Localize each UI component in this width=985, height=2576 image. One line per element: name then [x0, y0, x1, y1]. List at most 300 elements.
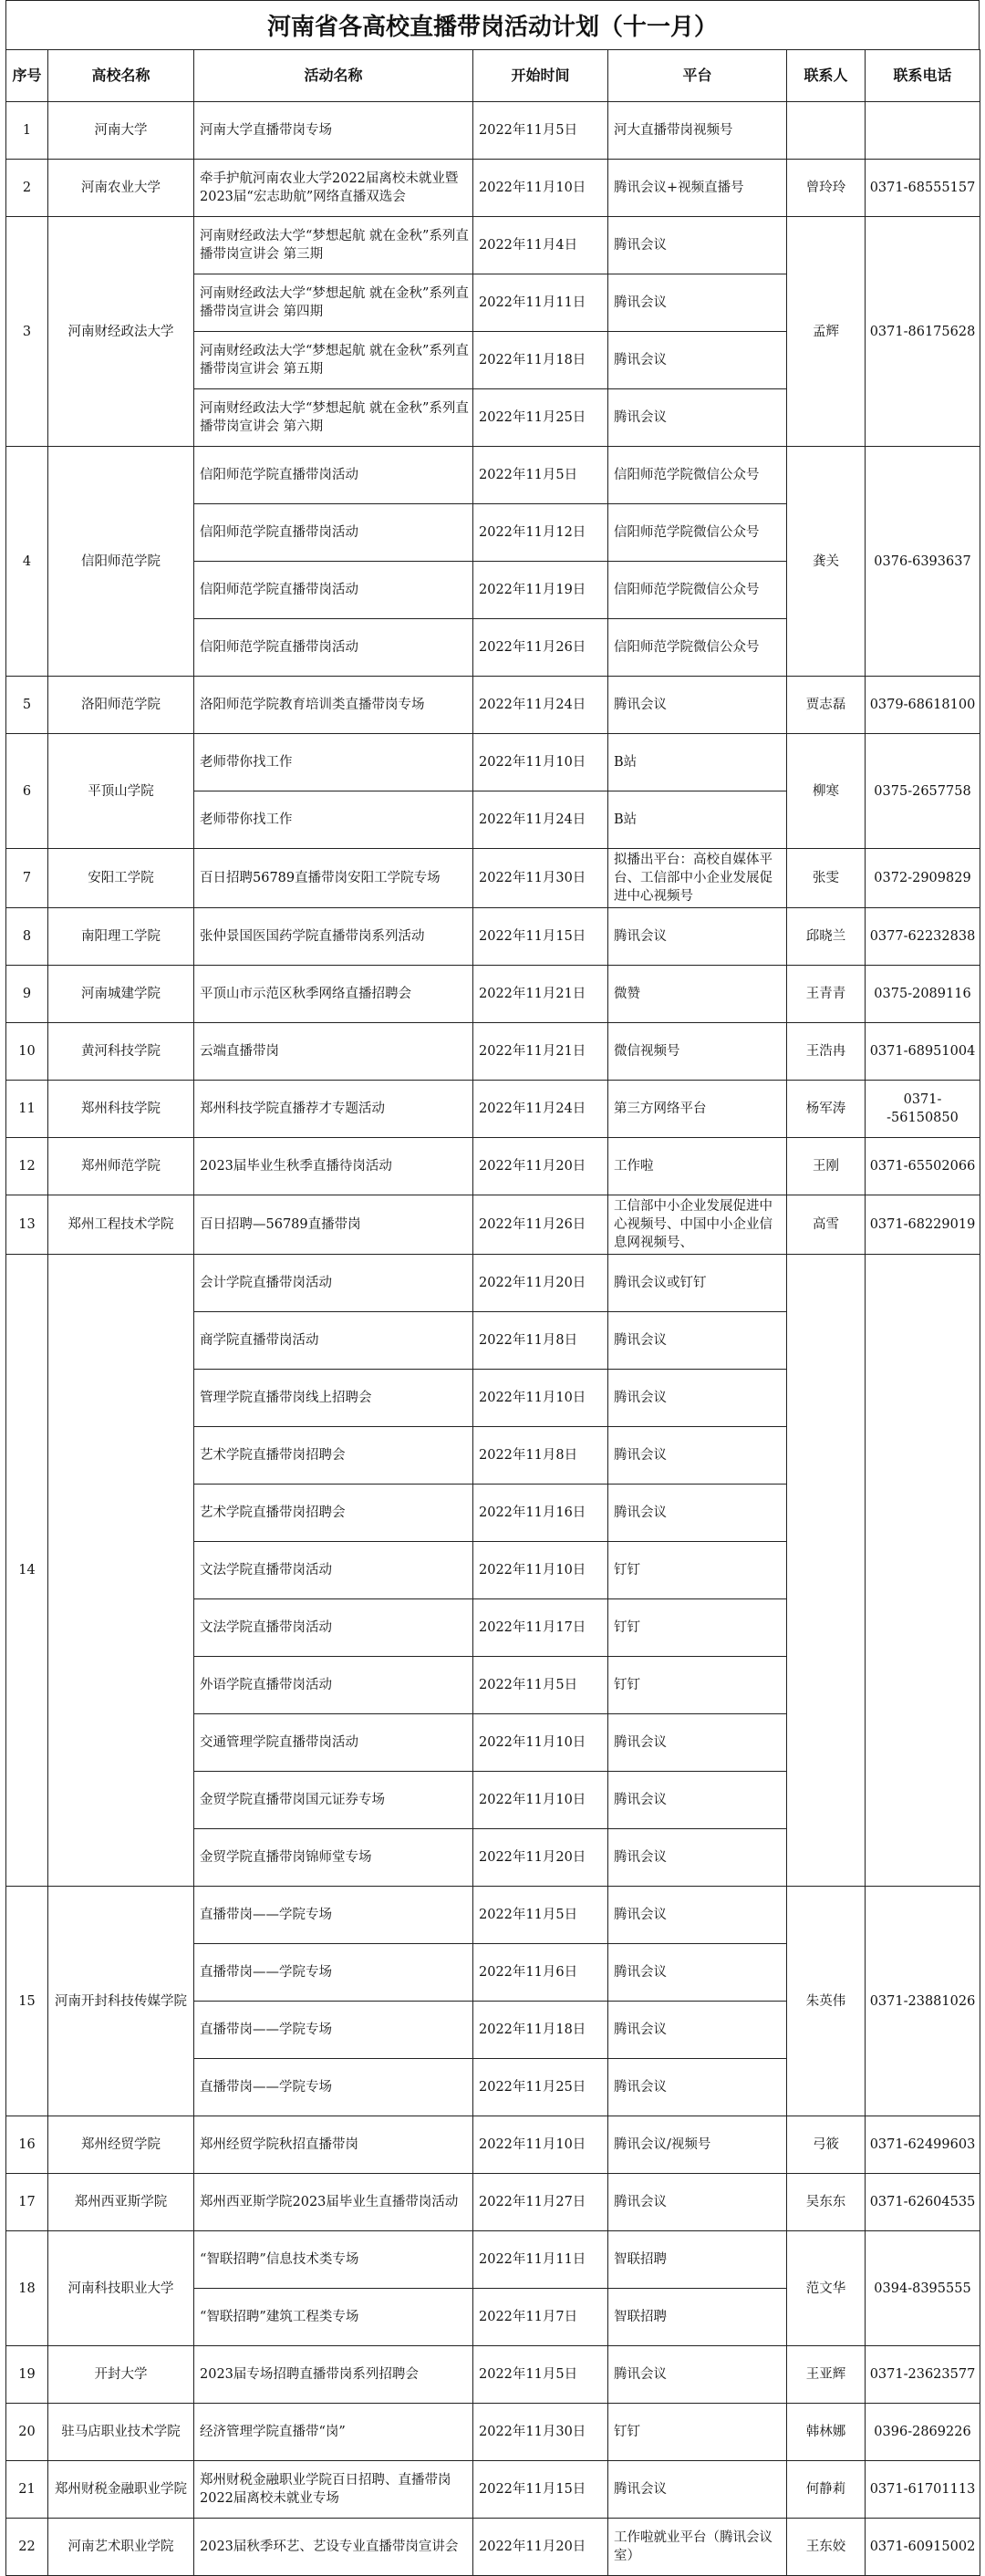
event-name-text: 文法学院直播带岗活动 — [200, 1563, 332, 1578]
start-date — [473, 274, 608, 332]
school-name — [48, 2461, 194, 2519]
table-row — [6, 2346, 980, 2404]
event-name — [194, 2404, 473, 2461]
contact-phone-text: 0396-2869226 — [874, 2425, 971, 2439]
contact-phone-text: 0371-62499603 — [869, 2137, 976, 2152]
contact-phone-text: 0371-62604535 — [869, 2195, 976, 2209]
school-name-text: 河南城建学院 — [81, 987, 161, 1001]
contact-phone-text: 0371-61701113 — [869, 2482, 976, 2497]
platform-text: 智联招聘 — [614, 2310, 667, 2324]
school-name-text: 郑州科技学院 — [81, 1102, 161, 1116]
event-name — [194, 1427, 473, 1485]
start-date — [473, 1427, 608, 1485]
platform — [608, 274, 787, 332]
platform — [608, 1081, 787, 1138]
platform — [608, 1657, 787, 1714]
start-date — [473, 1370, 608, 1427]
contact-person — [787, 160, 866, 217]
start-date-text: 2022年11月16日 — [479, 1505, 586, 1520]
table-row — [6, 966, 980, 1023]
event-name-text: 郑州财税金融职业学院百日招聘、直播带岗2022届离校未就业专场 — [200, 2473, 451, 2506]
platform-text: 信阳师范学院微信公众号 — [614, 640, 760, 655]
contact-person-text: 王亚辉 — [805, 2367, 846, 2382]
contact-phone — [866, 1887, 980, 2116]
platform-text: 腾讯会议 — [614, 2080, 667, 2095]
row-number-text: 22 — [18, 2540, 36, 2554]
row-number — [6, 1138, 48, 1195]
platform-text: 腾讯会议 — [614, 1735, 667, 1750]
contact-phone-text: 0371-68951004 — [869, 1044, 976, 1059]
platform-text: 腾讯会议 — [614, 410, 667, 425]
contact-phone — [866, 2461, 980, 2519]
contact-person — [787, 1023, 866, 1081]
event-name-text: 老师带你找工作 — [200, 755, 293, 770]
start-date — [473, 2519, 608, 2576]
row-number — [6, 1887, 48, 2116]
platform-text: 智联招聘 — [614, 2252, 667, 2267]
row-number — [6, 2116, 48, 2174]
event-name — [194, 2059, 473, 2116]
contact-person — [787, 908, 866, 966]
school-name-text: 郑州师范学院 — [81, 1159, 161, 1174]
platform-text: 微赞 — [614, 987, 640, 1001]
row-number — [6, 2231, 48, 2346]
row-number-text: 18 — [18, 2281, 36, 2296]
page-title: 河南省各高校直播带岗活动计划（十一月） — [5, 0, 980, 49]
header-cell: 活动名称 — [194, 50, 473, 102]
platform — [608, 966, 787, 1023]
school-name-text: 郑州经贸学院 — [81, 2137, 161, 2152]
header-cell: 联系人 — [787, 50, 866, 102]
start-date-text: 2022年11月10日 — [479, 1563, 586, 1578]
platform-text: 拟播出平台：高校自媒体平台、工信部中小企业发展促进中心视频号 — [614, 853, 772, 904]
event-name — [194, 1195, 473, 1255]
platform-text: B站 — [614, 755, 638, 770]
contact-phone — [866, 217, 980, 447]
table-row — [6, 160, 980, 217]
platform-text: 腾讯会议 — [614, 929, 667, 944]
event-name-text: 信阳师范学院直播带岗活动 — [200, 525, 358, 540]
event-name — [194, 562, 473, 619]
event-name-text: 会计学院直播带岗活动 — [200, 1276, 332, 1290]
contact-person-text: 高雪 — [813, 1217, 839, 1232]
platform — [608, 1714, 787, 1772]
platform-text: 第三方网络平台 — [614, 1102, 707, 1116]
start-date-text: 2022年11月18日 — [479, 2023, 586, 2037]
start-date-text: 2022年11月5日 — [479, 1908, 578, 1922]
platform — [608, 734, 787, 791]
start-date — [473, 504, 608, 562]
contact-phone-text: 0394-8395555 — [874, 2281, 971, 2296]
contact-phone-text: 0371-23881026 — [869, 1993, 976, 2009]
platform-text: 河大直播带岗视频号 — [614, 123, 733, 138]
table-row — [6, 1255, 980, 1312]
row-number — [6, 102, 48, 160]
start-date-text: 2022年11月5日 — [479, 123, 578, 138]
event-name — [194, 966, 473, 1023]
event-name — [194, 1599, 473, 1657]
contact-person — [787, 217, 866, 447]
row-number — [6, 217, 48, 447]
event-name-text: 金贸学院直播带岗锦师堂专场 — [200, 1850, 372, 1865]
row-number-text: 14 — [18, 1563, 36, 1578]
header-cell: 高校名称 — [48, 50, 194, 102]
platform-text: 腾讯会议 — [614, 698, 667, 712]
event-name — [194, 2519, 473, 2576]
platform-text: 信阳师范学院微信公众号 — [614, 468, 760, 482]
event-name-text: 管理学院直播带岗线上招聘会 — [200, 1391, 372, 1405]
row-number — [6, 2346, 48, 2404]
table-row — [6, 217, 980, 274]
school-name-text: 信阳师范学院 — [81, 553, 161, 569]
start-date-text: 2022年11月20日 — [479, 1276, 586, 1290]
event-name-text: 信阳师范学院直播带岗活动 — [200, 583, 358, 597]
start-date-text: 2022年11月26日 — [479, 640, 586, 655]
event-name-text: 郑州西亚斯学院2023届毕业生直播带岗活动 — [200, 2195, 459, 2209]
platform — [608, 1829, 787, 1887]
contact-person — [787, 1138, 866, 1195]
contact-phone-text: 0371-68229019 — [869, 1217, 976, 1232]
table-row — [6, 102, 980, 160]
row-number-text: 10 — [18, 1044, 36, 1059]
platform-text: 工作啦 — [614, 1159, 654, 1174]
platform — [608, 1195, 787, 1255]
contact-phone-text: 0371-68555157 — [869, 181, 976, 195]
school-name-text: 郑州财税金融职业学院 — [55, 2482, 187, 2497]
start-date-text: 2022年11月17日 — [479, 1620, 586, 1635]
start-date — [473, 2461, 608, 2519]
table-row — [6, 2404, 980, 2461]
platform — [608, 1370, 787, 1427]
contact-person-text: 柳寒 — [813, 783, 839, 799]
start-date-text: 2022年11月20日 — [479, 1850, 586, 1865]
school-name — [48, 160, 194, 217]
school-name — [48, 1255, 194, 1887]
event-name — [194, 1944, 473, 2002]
school-name-text: 洛阳师范学院 — [81, 698, 161, 712]
contact-person — [787, 2519, 866, 2576]
event-name-text: 云端直播带岗 — [200, 1044, 279, 1059]
platform — [608, 504, 787, 562]
platform-text: 腾讯会议 — [614, 2482, 667, 2497]
event-name — [194, 2289, 473, 2346]
start-date-text: 2022年11月15日 — [479, 929, 586, 944]
platform-text: 腾讯会议 — [614, 1908, 667, 1922]
start-date-text: 2022年11月18日 — [479, 353, 586, 367]
start-date-text: 2022年11月25日 — [479, 410, 586, 425]
contact-phone — [866, 102, 980, 160]
start-date-text: 2022年11月20日 — [479, 1159, 586, 1174]
contact-person-text: 何静莉 — [805, 2482, 846, 2497]
event-name-text: 牵手护航河南农业大学2022届离校未就业暨2023届“宏志助航”网络直播双选会 — [200, 171, 459, 204]
event-name — [194, 619, 473, 677]
start-date — [473, 1023, 608, 1081]
start-date — [473, 217, 608, 274]
start-date — [473, 2116, 608, 2174]
row-number — [6, 908, 48, 966]
platform-text: 腾讯会议 — [614, 2195, 667, 2209]
event-name-text: 直播带岗——学院专场 — [200, 2080, 332, 2095]
start-date-text: 2022年11月12日 — [479, 525, 586, 540]
school-name — [48, 2519, 194, 2576]
school-name-text: 安阳工学院 — [88, 871, 154, 885]
contact-person — [787, 2461, 866, 2519]
start-date — [473, 1542, 608, 1599]
school-name — [48, 2346, 194, 2404]
school-name-text: 南阳理工学院 — [81, 929, 161, 944]
event-name — [194, 908, 473, 966]
start-date — [473, 2002, 608, 2059]
start-date — [473, 1195, 608, 1255]
start-date — [473, 160, 608, 217]
start-date — [473, 1887, 608, 1944]
row-number-text: 21 — [18, 2482, 36, 2497]
contact-phone — [866, 734, 980, 849]
start-date — [473, 2289, 608, 2346]
event-name — [194, 274, 473, 332]
contact-person-text: 韩林娜 — [805, 2425, 846, 2439]
platform-text: 腾讯会议+视频直播号 — [614, 181, 744, 195]
school-name-text: 驻马店职业技术学院 — [61, 2425, 181, 2439]
start-date — [473, 1312, 608, 1370]
school-name — [48, 217, 194, 447]
contact-phone — [866, 677, 980, 734]
event-name — [194, 2346, 473, 2404]
school-name-text: 河南大学 — [94, 123, 148, 138]
start-date-text: 2022年11月24日 — [479, 698, 586, 712]
contact-phone — [866, 160, 980, 217]
platform-text: 腾讯会议 — [614, 1965, 667, 1980]
start-date — [473, 849, 608, 908]
start-date — [473, 332, 608, 389]
platform-text: 腾讯会议 — [614, 238, 667, 253]
row-number-text: 13 — [18, 1217, 36, 1232]
contact-person — [787, 2404, 866, 2461]
event-name-text: 外语学院直播带岗活动 — [200, 1678, 332, 1692]
platform-text: 微信视频号 — [614, 1044, 680, 1059]
event-name — [194, 1138, 473, 1195]
start-date-text: 2022年11月10日 — [479, 1391, 586, 1405]
row-number — [6, 1023, 48, 1081]
start-date-text: 2022年11月27日 — [479, 2195, 586, 2209]
row-number-text: 12 — [18, 1159, 36, 1174]
table-row — [6, 2116, 980, 2174]
start-date-text: 2022年11月5日 — [479, 468, 578, 482]
start-date — [473, 1829, 608, 1887]
contact-person — [787, 102, 866, 160]
table-row — [6, 2231, 980, 2289]
row-number — [6, 966, 48, 1023]
event-name-text: 老师带你找工作 — [200, 812, 293, 827]
event-name — [194, 2174, 473, 2231]
platform-text: 腾讯会议 — [614, 1793, 667, 1807]
event-name — [194, 734, 473, 791]
contact-phone-text: 0371-86175628 — [869, 324, 976, 339]
platform — [608, 619, 787, 677]
platform — [608, 2231, 787, 2289]
row-number-text: 2 — [22, 181, 32, 195]
contact-phone — [866, 1023, 980, 1081]
school-name — [48, 2174, 194, 2231]
contact-person-text: 王浩冉 — [805, 1044, 846, 1059]
start-date — [473, 447, 608, 504]
platform-text: 钉钉 — [614, 1563, 640, 1578]
school-name-text: 河南艺术职业学院 — [67, 2540, 174, 2554]
event-name-text: 2023届毕业生秋季直播待岗活动 — [200, 1159, 392, 1174]
school-name — [48, 1081, 194, 1138]
platform-text: 腾讯会议 — [614, 1448, 667, 1463]
event-name — [194, 2116, 473, 2174]
event-name — [194, 1255, 473, 1312]
platform-text: 信阳师范学院微信公众号 — [614, 583, 760, 597]
table-row — [6, 908, 980, 966]
platform — [608, 1887, 787, 1944]
event-name-text: 河南大学直播带岗专场 — [200, 123, 332, 138]
event-name-text: “智联招聘”建筑工程类专场 — [200, 2310, 359, 2324]
event-name — [194, 504, 473, 562]
event-name-text: 艺术学院直播带岗招聘会 — [200, 1505, 346, 1520]
event-name — [194, 1312, 473, 1370]
start-date — [473, 1255, 608, 1312]
school-name-text: 河南开封科技传媒学院 — [55, 1993, 187, 2009]
start-date — [473, 2231, 608, 2289]
row-number-text: 16 — [18, 2137, 36, 2152]
event-name-text: 河南财经政法大学“梦想起航 就在金秋”系列直播带岗宣讲会 第五期 — [200, 344, 469, 377]
contact-person — [787, 734, 866, 849]
table-row — [6, 1023, 980, 1081]
table-row — [6, 2174, 980, 2231]
platform-text: 腾讯会议 — [614, 295, 667, 310]
contact-phone — [866, 2346, 980, 2404]
event-name — [194, 677, 473, 734]
start-date — [473, 102, 608, 160]
start-date — [473, 1138, 608, 1195]
row-number-text: 8 — [22, 929, 32, 944]
platform-text: 工信部中小企业发展促进中心视频号、中国中小企业信息网视频号、 — [614, 1199, 772, 1250]
start-date — [473, 677, 608, 734]
platform-text: 腾讯会议 — [614, 1505, 667, 1520]
platform-text: 腾讯会议 — [614, 1333, 667, 1348]
event-name — [194, 1772, 473, 1829]
platform-text: 腾讯会议 — [614, 353, 667, 367]
event-name — [194, 1485, 473, 1542]
start-date — [473, 1657, 608, 1714]
event-name-text: “智联招聘”信息技术类专场 — [200, 2252, 359, 2267]
contact-phone-text: 0371-60915002 — [869, 2540, 976, 2554]
event-name-text: 河南财经政法大学“梦想起航 就在金秋”系列直播带岗宣讲会 第四期 — [200, 286, 469, 319]
start-date-text: 2022年11月7日 — [479, 2310, 578, 2324]
platform — [608, 160, 787, 217]
start-date — [473, 562, 608, 619]
event-name-text: 文法学院直播带岗活动 — [200, 1620, 332, 1635]
start-date-text: 2022年11月10日 — [479, 181, 586, 195]
event-name-text: 平顶山市示范区秋季网络直播招聘会 — [200, 987, 411, 1001]
contact-phone — [866, 1255, 980, 1887]
event-name — [194, 791, 473, 849]
school-name — [48, 908, 194, 966]
school-name — [48, 2404, 194, 2461]
platform — [608, 908, 787, 966]
event-name-text: 2023届秋季环艺、艺设专业直播带岗宣讲会 — [200, 2540, 459, 2554]
platform — [608, 1599, 787, 1657]
platform — [608, 2174, 787, 2231]
school-name-text: 河南科技职业大学 — [67, 2281, 174, 2296]
contact-person — [787, 2346, 866, 2404]
contact-phone-text: 0376-6393637 — [874, 553, 971, 569]
contact-phone — [866, 2231, 980, 2346]
school-name-text: 河南农业大学 — [81, 181, 161, 195]
event-name-text: 经济管理学院直播带“岗” — [200, 2425, 346, 2439]
contact-person — [787, 1195, 866, 1255]
row-number-text: 1 — [22, 123, 32, 138]
start-date-text: 2022年11月4日 — [479, 238, 578, 253]
start-date-text: 2022年11月21日 — [479, 1044, 586, 1059]
contact-phone — [866, 1081, 980, 1138]
start-date-text: 2022年11月8日 — [479, 1448, 578, 1463]
platform — [608, 1944, 787, 2002]
table-row — [6, 734, 980, 791]
start-date — [473, 1772, 608, 1829]
platform — [608, 2346, 787, 2404]
start-date — [473, 1485, 608, 1542]
contact-person — [787, 677, 866, 734]
contact-phone — [866, 2116, 980, 2174]
contact-phone — [866, 849, 980, 908]
platform — [608, 2059, 787, 2116]
event-name — [194, 1887, 473, 1944]
contact-person — [787, 849, 866, 908]
contact-phone-text: 0371-65502066 — [869, 1159, 976, 1174]
school-name-text: 平顶山学院 — [88, 783, 154, 799]
contact-phone-text: 0372-2909829 — [874, 871, 971, 885]
contact-person-text: 贾志磊 — [805, 698, 846, 712]
school-name — [48, 1195, 194, 1255]
platform-text: 腾讯会议或钉钉 — [614, 1276, 707, 1290]
start-date-text: 2022年11月5日 — [479, 1678, 578, 1692]
contact-person — [787, 2174, 866, 2231]
event-name — [194, 332, 473, 389]
platform-text: 信阳师范学院微信公众号 — [614, 525, 760, 540]
start-date — [473, 966, 608, 1023]
platform — [608, 1427, 787, 1485]
table-row — [6, 849, 980, 908]
contact-phone — [866, 966, 980, 1023]
school-name-text: 黄河科技学院 — [81, 1044, 161, 1059]
school-name — [48, 2231, 194, 2346]
contact-phone — [866, 908, 980, 966]
contact-person-text: 曾玲玲 — [805, 181, 846, 195]
row-number — [6, 677, 48, 734]
platform — [608, 1023, 787, 1081]
row-number-text: 15 — [18, 1993, 36, 2009]
school-name — [48, 734, 194, 849]
event-name-text: 郑州经贸学院秋招直播带岗 — [200, 2137, 358, 2152]
start-date — [473, 1944, 608, 2002]
row-number-text: 19 — [18, 2367, 36, 2382]
platform — [608, 2461, 787, 2519]
event-name-text: 交通管理学院直播带岗活动 — [200, 1735, 358, 1750]
platform — [608, 217, 787, 274]
row-number-text: 4 — [22, 553, 32, 569]
start-date-text: 2022年11月20日 — [479, 2540, 586, 2554]
platform — [608, 562, 787, 619]
event-name — [194, 160, 473, 217]
contact-phone — [866, 447, 980, 677]
platform — [608, 677, 787, 734]
header-cell: 序号 — [6, 50, 48, 102]
platform — [608, 389, 787, 447]
contact-phone-text: 0371-23623577 — [869, 2367, 976, 2382]
